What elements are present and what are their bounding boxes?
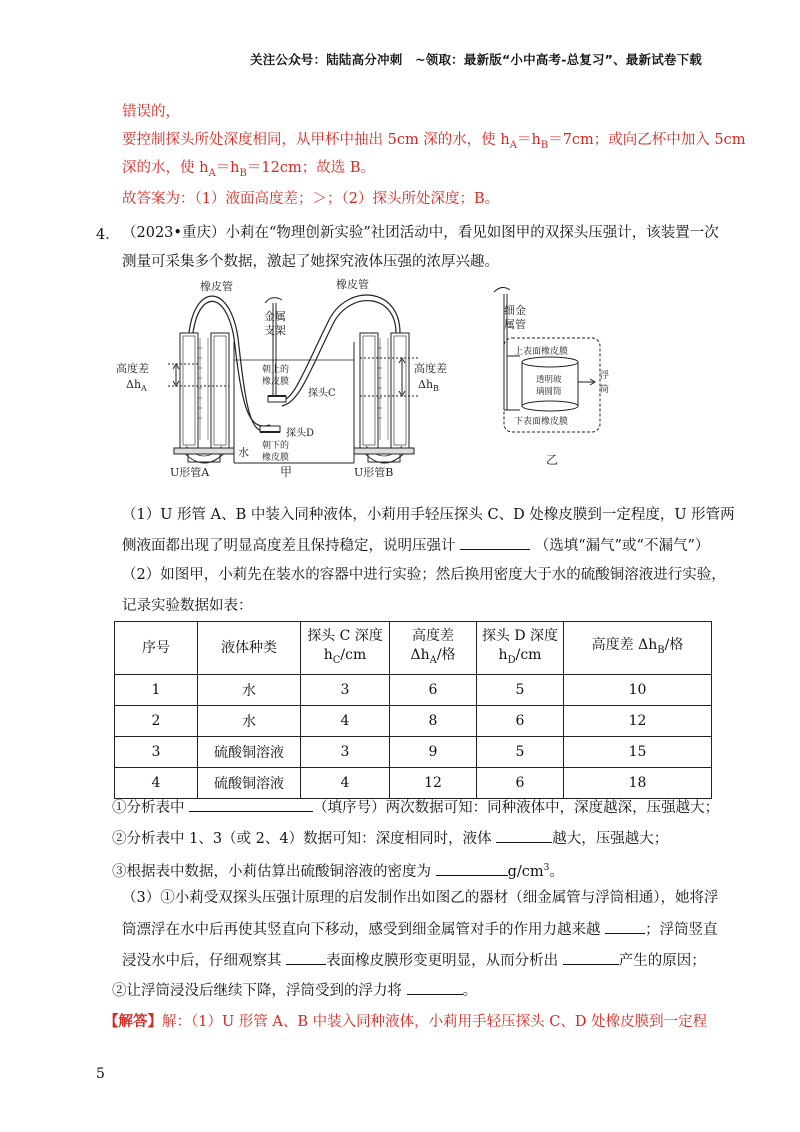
label-probe-c: 探头C [308, 388, 336, 399]
col-header-index: 序号 [115, 622, 198, 675]
part3-line2: 筒漂浮在水中后再使其竖直向下移动，感受到细金属管对手的作用力越来越 ；浮筒竖直 [122, 919, 716, 940]
label-up-membrane-2: 橡皮膜 [262, 377, 290, 387]
part2-line1: （2）如图甲，小莉先在装水的容器中进行实验；然后换用密度大于水的硫酸铜溶液进行实验， [122, 567, 726, 583]
part3-line1: （3）①小莉受双探头压强计原理的启发制作出如图乙的器材（细金属管与浮筒相通），她将浮 [122, 890, 719, 906]
label-down-membrane-2: 橡皮膜 [262, 453, 290, 463]
prev-answer-line3: 深的水，使 $h_A=h_B=12cm$；故选 B。 [122, 160, 375, 179]
label-height-right: 高度差 [414, 362, 447, 375]
answer-blank[interactable] [496, 828, 552, 843]
label-float-2: 筒 [600, 385, 610, 395]
part1-line1: （1）U 形管 A、B 中装入同种液体，小莉用手轻压探头 C、D 处橡皮膜到一定程度，U 形管两 [122, 507, 735, 523]
col-header-dh-a: 高度差 $\Delta h_A/$格 [390, 622, 477, 675]
label-u-tube-b: U形管B [354, 466, 394, 479]
label-jia: 甲 [280, 465, 293, 479]
label-tube-right: 橡皮管 [336, 278, 369, 291]
data-table [114, 621, 712, 799]
u-tube-b [354, 333, 418, 463]
label-bottom-membrane: 下表面橡皮膜 [514, 417, 569, 427]
question-number: 4． [96, 227, 120, 243]
label-stand-2: 支架 [264, 324, 286, 337]
col-header-depth-d: 探头 D 深度 $h_D/cm$ [477, 622, 564, 675]
page-header: 关注公众号：陆陆高分冲刺 ~领取：最新版“小中高考-总复习”、最新试卷下载 [250, 52, 702, 67]
table-header-row [115, 622, 712, 675]
part1-line2: 侧液面都出现了明显高度差且保持稳定，说明压强计 （选填“漏气”或“不漏气”） [122, 535, 716, 556]
part3-line4: ②让浮筒浸没后继续下降，浮筒受到的浮力将 。 [112, 980, 716, 1001]
label-water: 水 [238, 446, 249, 459]
label-cylinder-1: 透明玻 [536, 375, 562, 385]
prev-answer-summary: 故答案为：（1）液面高度差；＞；（2）探头所处深度；B。 [122, 191, 500, 207]
analysis-3: ③根据表中数据，小莉估算出硫酸铜溶液的密度为 $g/cm^3$。 [112, 858, 716, 882]
question-stem-1: （2023•重庆）小莉在“物理创新实验”社团活动中，看见如图甲的双探头压强计，该装置一次 [122, 225, 719, 241]
label-thin-tube-2: 属管 [504, 318, 526, 331]
col-header-liquid: 液体种类 [198, 622, 301, 675]
label-height-left: 高度差 [116, 362, 149, 375]
u-tube-a [168, 333, 234, 463]
label-down-membrane-1: 朝下的 [262, 441, 290, 451]
label-tube-left: 橡皮管 [200, 280, 233, 293]
apparatus-figure [100, 278, 620, 500]
label-yi: 乙 [546, 453, 559, 467]
part2-line2: 记录实验数据如表： [122, 598, 253, 614]
table-row: 1 水 3 6 5 10 [115, 675, 712, 706]
label-top-membrane: 上表面橡皮膜 [514, 347, 569, 357]
label-dh-right: $\Delta h_B$ [418, 378, 439, 393]
analysis-2: ②分析表中 1、3（或 2、4）数据可知：深度相同时，液体 越大，压强越大； [112, 828, 716, 849]
label-dh-left: $\Delta h_A$ [126, 378, 147, 393]
part3-line3: 浸没水中后，仔细观察其 表面橡皮膜形变更明显，从而分析出 产生的原因； [122, 950, 716, 971]
prev-answer-line1: 错误的， [122, 104, 180, 120]
answer-blank[interactable] [436, 861, 508, 876]
answer-blank[interactable] [460, 535, 530, 550]
label-up-membrane-1: 朝上的 [262, 365, 290, 375]
label-stand-1: 金属 [264, 310, 286, 323]
table-row: 2 水 4 8 6 12 [115, 706, 712, 737]
label-float-1: 浮 [600, 371, 610, 381]
label-probe-d: 探头D [286, 428, 315, 439]
table-row: 3 硫酸铜溶液 3 9 5 15 [115, 737, 712, 768]
answer-blank[interactable] [563, 950, 619, 965]
answer-blank[interactable] [605, 919, 645, 934]
col-header-depth-c: 探头 C 深度 $h_C/cm$ [301, 622, 390, 675]
question-stem-2: 测量可采集多个数据，激起了她探究液体压强的浓厚兴趣。 [122, 254, 499, 270]
label-u-tube-a: U形管A [170, 466, 210, 479]
label-thin-tube-1: 细金 [504, 304, 526, 317]
answer-blank[interactable] [407, 980, 463, 995]
page-number: 5 [96, 1066, 105, 1082]
analysis-1: ①分析表中 （填序号）两次数据可知：同种液体中，深度越深，压强越大； [112, 797, 716, 818]
answer-blank[interactable] [189, 797, 313, 812]
prev-answer-line2: 要控制探头所处深度相同，从甲杯中抽出 5cm 深的水，使 $h_A=h_B=7cm$；或向乙杯中加入 5cm [122, 132, 746, 151]
answer-blank[interactable] [286, 950, 326, 965]
col-header-dh-b: 高度差 $\Delta h_B/$格 [564, 622, 712, 675]
water-container [234, 342, 354, 463]
table-row: 4 硫酸铜溶液 4 12 6 18 [115, 768, 712, 799]
answer-line: 【解答】解：（1）U 形管 A、B 中装入同种液体，小莉用手轻压探头 C、D 处橡皮膜到一定程 [104, 1013, 708, 1030]
label-cylinder-2: 璃圆筒 [536, 387, 562, 397]
